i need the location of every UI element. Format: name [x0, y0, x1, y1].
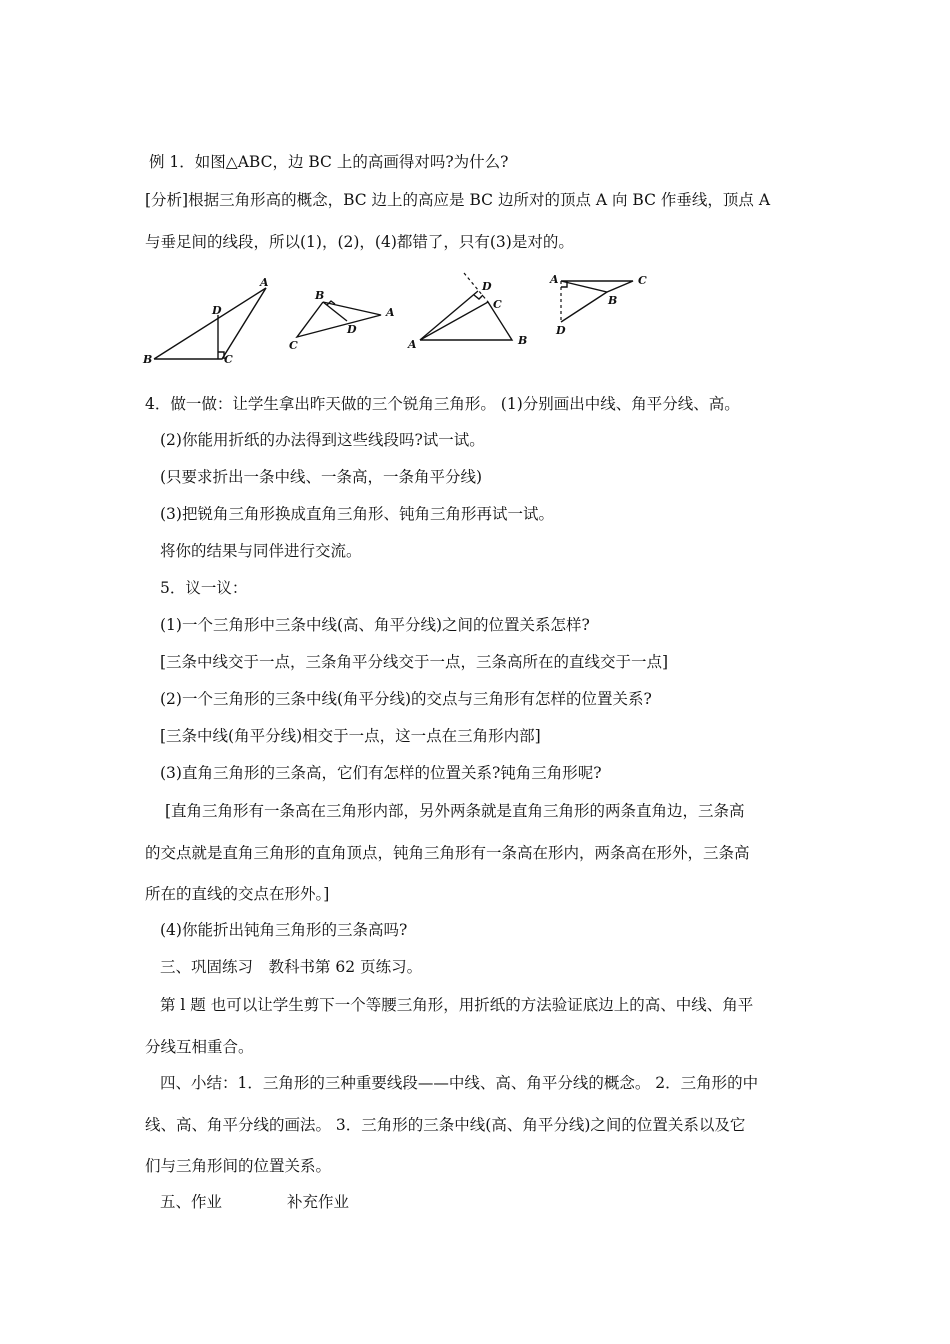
section-4-exchange: 将你的结果与同伴进行交流。: [160, 542, 362, 560]
analysis-line-2: 与垂足间的线段，所以(1)，(2)，(4)都错了，只有(3)是对的。: [145, 233, 574, 251]
figure-2-triangle-sides: [297, 302, 381, 337]
section-5-q4: (4)你能折出钝角三角形的三条高吗?: [160, 921, 408, 939]
figure-4-height-line: [561, 292, 607, 322]
section-5-a2: [三条中线(角平分线)相交于一点，这一点在三角形内部]: [160, 727, 541, 745]
section-4-title: 4．做一做：让学生拿出昨天做的三个锐角三角形。 (1)分别画出中线、角平分线、高。: [145, 395, 740, 413]
summary-line-1: 四、小结：1．三角形的三种重要线段——中线、高、角平分线的概念。 2．三角形的中: [160, 1074, 759, 1092]
figure-1-label-d: D: [212, 304, 222, 317]
figure-1-triangle-sides: [154, 288, 266, 359]
figure-1-label-b: B: [143, 353, 153, 366]
analysis-line-1: [分析]根据三角形高的概念，BC 边上的高应是 BC 边所对的顶点 A 向 BC 作垂线，顶点 A: [145, 191, 771, 209]
summary-line-3: 们与三角形间的位置关系。: [145, 1157, 332, 1175]
section-5-a3-line-3: 所在的直线的交点在形外。]: [145, 885, 330, 903]
section-4-q3: (3)把锐角三角形换成直角三角形、钝角三角形再试一试。: [160, 505, 554, 523]
figure-3-label-a: A: [408, 338, 417, 351]
figure-4-triangle-sides: [561, 281, 633, 292]
figure-3-right-angle-mark: [474, 295, 483, 299]
figure-1-label-c: C: [224, 353, 233, 366]
figure-3-label-c: C: [493, 298, 502, 311]
figure-2-label-d: D: [347, 323, 357, 336]
practice-line-1: 第 l 题 也可以让学生剪下一个等腰三角形，用折纸的方法验证底边上的高、中线、角平: [160, 996, 754, 1014]
figure-3-height-line: [420, 291, 478, 340]
figure-4-triangle: [545, 270, 655, 345]
section-5-q2: (2)一个三角形的三条中线(角平分线)的交点与三角形有怎样的位置关系?: [160, 690, 652, 708]
section-5-q3: (3)直角三角形的三条高，它们有怎样的位置关系?钝角三角形呢?: [160, 764, 602, 782]
figure-4-label-c: C: [638, 274, 647, 287]
figure-3-label-d: D: [482, 280, 492, 293]
homework-content: 补充作业: [287, 1193, 350, 1211]
section-5-a3-line-1: [直角三角形有一条高在三角形内部，另外两条就是直角三角形的两条直角边，三条高: [165, 802, 745, 820]
figure-3-label-b: B: [518, 334, 528, 347]
section-4-q2: (2)你能用折纸的办法得到这些线段吗?试一试。: [160, 431, 485, 449]
practice-title: 三、巩固练习 教科书第 62 页练习。: [160, 958, 423, 976]
figure-3-triangle: [400, 270, 540, 355]
summary-line-2: 线、高、角平分线的画法。 3．三角形的三条中线(高、角平分线)之间的位置关系以及它: [145, 1116, 746, 1134]
section-5-a3-line-2: 的交点就是直角三角形的直角顶点，钝角三角形有一条高在形内，两条高在形外，三条高: [145, 844, 750, 862]
section-5-title: 5．议一议：: [160, 579, 248, 597]
homework-label: 五、作业: [160, 1193, 223, 1211]
figure-4-label-d: D: [556, 324, 566, 337]
section-5-q1: (1)一个三角形中三条中线(高、角平分线)之间的位置关系怎样?: [160, 616, 590, 634]
figure-4-label-b: B: [608, 294, 618, 307]
practice-line-2: 分线互相重合。: [145, 1038, 254, 1056]
figure-1-triangle: [140, 272, 280, 372]
figure-2-label-a: A: [386, 306, 395, 319]
figure-2-label-b: B: [315, 289, 325, 302]
figure-1-label-a: A: [260, 276, 269, 289]
figure-4-label-a: A: [550, 273, 559, 286]
figure-2-triangle: [285, 285, 405, 355]
example-title: 例 1．如图△ABC，边 BC 上的高画得对吗?为什么?: [149, 153, 509, 171]
section-5-a1: [三条中线交于一点，三条角平分线交于一点，三条高所在的直线交于一点]: [160, 653, 669, 671]
figure-2-label-c: C: [289, 339, 298, 352]
section-4-q2-note: (只要求折出一条中线、一条高，一条角平分线): [160, 468, 483, 486]
